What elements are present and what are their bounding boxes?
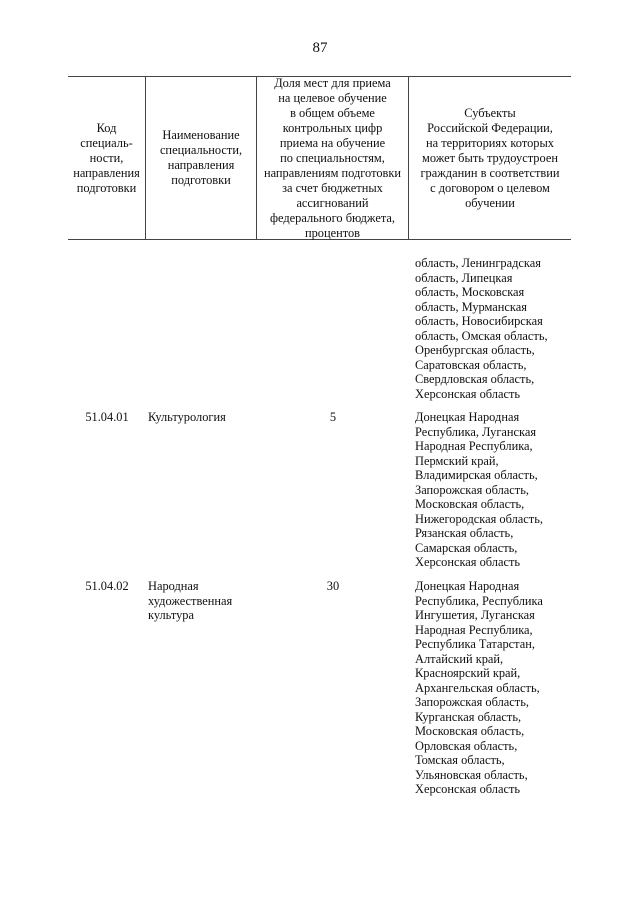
row-name: Культурология — [148, 410, 226, 424]
header-code-label: Код специаль- ности, направления подготовки — [73, 120, 140, 195]
table-header — [68, 76, 571, 240]
header-subjects-cell — [409, 77, 571, 239]
header-share-label: Доля мест для приема на целевое обучение в общем объеме контрольных цифр приема на обучение по специальностям, направлениям подготовки за счет бюджетных ассигнований федерального бюджета, процентов — [263, 75, 402, 240]
row-name: Народная художественная культура — [148, 579, 233, 622]
row-share: 30 — [326, 579, 340, 593]
header-share-cell — [257, 77, 409, 239]
header-name-label: Наименование специальности, направления подготовки — [159, 128, 243, 187]
row-code: 51.04.02 — [85, 579, 129, 593]
header-name-cell — [146, 77, 257, 239]
row-code: 51.04.01 — [85, 410, 129, 424]
header-subjects-label: Субъекты Российской Федерации, на территориях которых может быть трудоустроен гражданин в соответствии с договором о целевом обучении — [420, 105, 560, 210]
row-subjects: Донецкая Народная Республика, Луганская Народная Республика, Пермский край, Владимирская область, Запорожская область, Московская область, Нижегородская область, Рязанская область, Самарская область, Херсонская область — [415, 410, 543, 569]
header-code-cell — [68, 77, 146, 239]
row-subjects: Донецкая Народная Республика, Республика Ингушетия, Луганская Народная Республика, Республика Татарстан, Алтайский край, Красноярский край, Архангельская область, Запорожская область, Курганская область, Московская область, Орловская область, Томская область, Ульяновская область, Херсонская область — [415, 579, 543, 796]
page-number: 87 — [312, 40, 328, 56]
continuation-subjects: область, Ленинградская область, Липецкая область, Московская область, Мурманская область, Новосибирская область, Омская область, Оренбургская область, Саратовская область, Свердловская область, Херсонская область — [415, 256, 548, 401]
row-share: 5 — [329, 410, 337, 424]
